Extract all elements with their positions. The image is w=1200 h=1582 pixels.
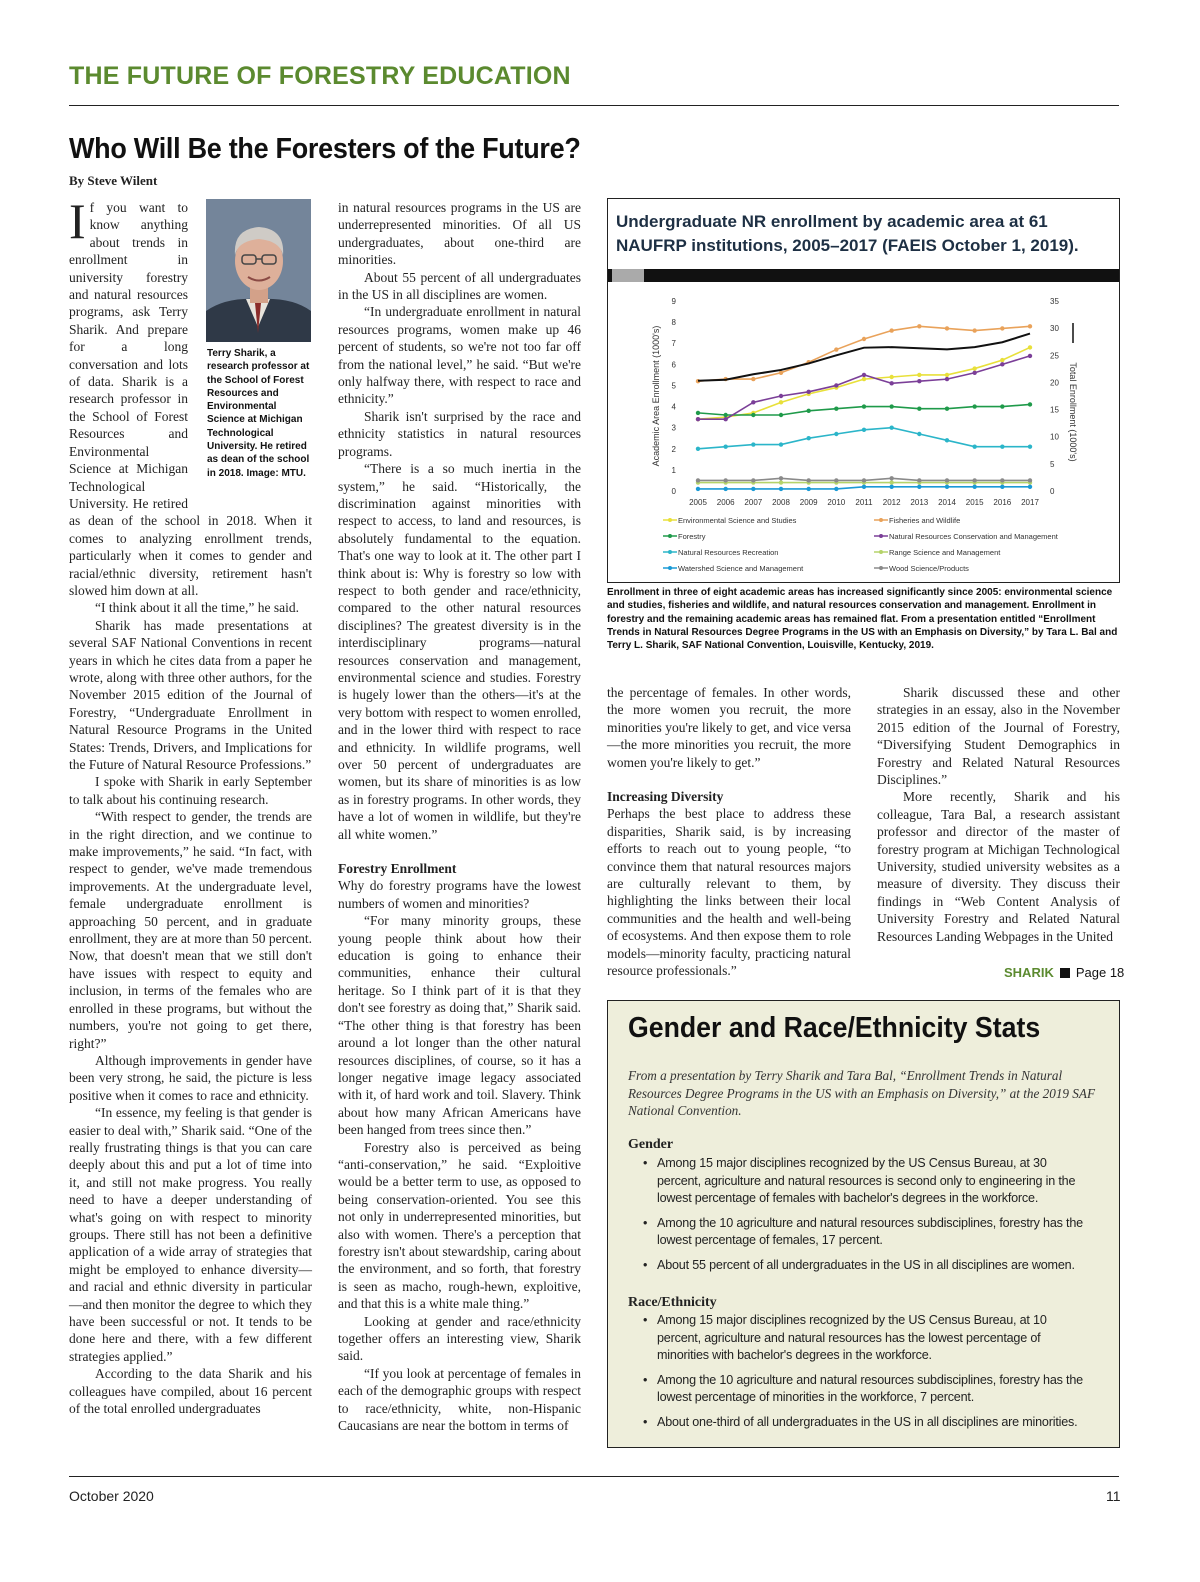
data-point <box>945 373 949 377</box>
x-tick-label: 2008 <box>772 498 790 507</box>
photo-caption: Terry Sharik, a research professor at the School of Forest Resources and Environmental Science at Michigan Technological University. He retired as dean of the school in 2018. Image: MTU. <box>207 348 310 479</box>
paragraph: “In essence, my feeling is that gender is easier to deal with,” Sharik said. “One of the really frustrating things is that you can care deeply about this and put a lot of time into it, and still not make progress. You really need to have a deeper understanding of what's going on with respect to minority groups. There still has not been a definitive application of a wide array of strategies that might be employed to enhance diversity—and racial and ethnic diversity in particular—and then monitor the degree to which they have been successful or not. It tends to be done here and there, with a few different strategies applied.” <box>69 1105 312 1364</box>
footer-date: October 2020 <box>69 1488 154 1504</box>
data-point <box>1000 326 1004 330</box>
paragraph: According to the data Sharik and his colleagues have compiled, about 16 percent of the total enrolled undergraduates <box>69 1366 312 1417</box>
data-point <box>889 425 893 429</box>
data-point <box>696 417 700 421</box>
sidebar-title: Gender and Race/Ethnicity Stats <box>628 1012 1041 1044</box>
y-tick-label: 3 <box>671 423 676 433</box>
chart-caption: Enrollment in three of eight academic areas has increased significantly since 2005: environmental science and studies, fisheries and wildlife, and natural resources conservation and management. Enrollment in forestry and the remaining academic areas has remained flat. From a presentation entitled “Enrollment Trends in Natural Resources Degree Programs in the US with an Emphasis on Diversity,” by Tara L. Bal and Terry L. Sharik, SAF National Convention, Louisville, Kentucky, 2019. <box>607 587 1118 652</box>
sidebar-gender-heading: Gender <box>628 1137 674 1152</box>
x-tick-label: 2006 <box>716 498 735 507</box>
data-point <box>889 480 893 484</box>
data-point <box>917 478 921 482</box>
legend-marker <box>879 534 883 538</box>
data-point <box>889 476 893 480</box>
paragraph: About 55 percent of all undergraduates in the US in all disciplines are women. <box>338 269 581 303</box>
data-point <box>806 487 810 491</box>
data-point <box>834 347 838 351</box>
y2-axis-label: Total Enrollment (1000's) <box>1068 362 1078 462</box>
data-point <box>834 383 838 387</box>
data-point <box>723 413 727 417</box>
legend-marker <box>879 566 883 570</box>
y2-tick-label: 0 <box>1050 487 1055 496</box>
y2-tick-label: 15 <box>1050 405 1059 415</box>
data-point <box>945 406 949 410</box>
paragraph: “I think about it all the time,” he said. <box>95 600 299 616</box>
legend-marker <box>668 566 672 570</box>
data-point <box>1000 358 1004 362</box>
data-point <box>889 328 893 332</box>
data-point <box>862 373 866 377</box>
data-point <box>1028 478 1032 482</box>
intro-text: f you want to know anything about trends in enrollment in university forestry and natural resources programs, ask Terry Sharik. And prepare for a long conversation and lots of data. Sharik is a research professor in the School of Forest Resources and Environmental Science at Michigan Technological University. He retired as dean of the school in 2018. When it comes to analyzing enrollment trends, particularly when it comes to gender and racial/ethnic diversity, retirement hasn't slowed him down at all. <box>69 200 312 598</box>
y2-tick-label: 35 <box>1050 297 1059 306</box>
data-point <box>696 478 700 482</box>
y2-tick-label: 30 <box>1050 324 1059 334</box>
data-point <box>917 406 921 410</box>
series-line-natural-resources-conservation-and-management <box>698 356 1030 419</box>
data-point <box>862 377 866 381</box>
continued-link[interactable] <box>1004 965 1124 980</box>
data-point <box>889 381 893 385</box>
paragraph: “For many minority groups, these young people think about how their education is going to enhance their communities, enhance their cultural heritage. So I think part of it is that they don't see forestry as doing that,” Sharik said. “The other thing is that forestry has been around a lot longer than the other natural resources disciplines, of course, so it has a longer negative image legacy associated with it, of hard work and toil. Slavery. Think about how many African Americans have been hanged from trees since then.” <box>338 913 581 1138</box>
data-point <box>1028 402 1032 406</box>
data-point <box>723 417 727 421</box>
data-point <box>696 447 700 451</box>
subhead-increasing-diversity: Increasing Diversity <box>607 789 724 805</box>
data-point <box>696 411 700 415</box>
continued-name: SHARIK <box>1004 965 1054 980</box>
x-tick-label: 2005 <box>689 498 707 507</box>
data-point <box>1028 345 1032 349</box>
data-point <box>917 324 921 328</box>
continued-page: Page 18 <box>1075 965 1125 980</box>
legend-label: Watershed Science and Management <box>678 564 804 573</box>
data-point <box>779 413 783 417</box>
y-axis-label: Academic Area Enrollment (1000's) <box>651 325 661 467</box>
paragraph: Sharik isn't surprised by the race and ethnicity statistics in natural resources programs. <box>338 408 581 459</box>
data-point <box>779 480 783 484</box>
bottom-rule <box>69 1476 1119 1477</box>
data-point <box>779 371 783 375</box>
square-bullet-icon <box>1060 968 1070 978</box>
data-point <box>972 485 976 489</box>
data-point <box>1028 324 1032 328</box>
data-point <box>806 390 810 394</box>
data-point <box>751 442 755 446</box>
data-point <box>889 485 893 489</box>
data-point <box>723 478 727 482</box>
byline: By Steve Wilent <box>69 173 158 188</box>
paragraph: I spoke with Sharik in early September to talk about his continuing research. <box>69 774 312 807</box>
data-point <box>1000 404 1004 408</box>
x-tick-label: 2011 <box>855 498 873 507</box>
data-point <box>806 478 810 482</box>
data-point <box>806 409 810 413</box>
y2-tick-label: 20 <box>1050 378 1059 388</box>
data-point <box>723 487 727 491</box>
enrollment-line-chart <box>608 283 1118 578</box>
y-tick-label: 2 <box>671 444 676 454</box>
legend-marker <box>668 534 672 538</box>
data-point <box>751 478 755 482</box>
data-point <box>945 326 949 330</box>
data-point <box>1000 362 1004 366</box>
page-number: 11 <box>1106 1488 1121 1504</box>
data-point <box>862 428 866 432</box>
legend-marker <box>668 550 672 554</box>
data-point <box>1028 485 1032 489</box>
sidebar-race-heading: Race/Ethnicity <box>628 1295 717 1310</box>
x-tick-label: 2013 <box>910 498 929 507</box>
data-point <box>1000 444 1004 448</box>
paragraph: Looking at gender and race/ethnicity together offers an interesting view, Sharik said. <box>338 1313 581 1364</box>
x-tick-label: 2017 <box>1021 498 1039 507</box>
legend-marker <box>879 550 883 554</box>
y-tick-label: 8 <box>671 318 676 328</box>
top-rule <box>69 105 1119 106</box>
data-point <box>779 442 783 446</box>
y-tick-label: 5 <box>671 381 676 391</box>
legend-label: Wood Science/Products <box>889 564 969 573</box>
data-point <box>806 436 810 440</box>
race-list <box>643 1312 1083 1438</box>
portrait-illustration <box>206 199 311 342</box>
data-point <box>723 444 727 448</box>
column-2 <box>338 199 581 1434</box>
paragraph: Sharik discussed these and other strategies in an essay, also in the November 2015 edition of the Journal of Forestry, “Diversifying Student Demographics in Forestry and Related Natural Resources Disciplines.” <box>877 685 1120 788</box>
section-title: THE FUTURE OF FORESTRY EDUCATION <box>69 62 571 90</box>
column-4 <box>877 684 1120 945</box>
y2-tick-label: 25 <box>1050 351 1059 361</box>
x-tick-label: 2016 <box>993 498 1012 507</box>
y-tick-label: 9 <box>671 297 676 306</box>
data-point <box>834 432 838 436</box>
legend-label: Natural Resources Conservation and Management <box>889 532 1058 541</box>
data-point <box>1000 485 1004 489</box>
data-point <box>972 371 976 375</box>
y-tick-label: 0 <box>671 487 676 496</box>
paragraph: Forestry also is perceived as being “anti-conservation,” he said. “Exploitive would be a better term to use, as opposed to being conservation-oriented. You see this not only in underrepresented minorities, but also with women. There's a perception that forestry isn't about stewardship, caring about the environment, and so forth, that forestry is seen as macho, rough-hewn, exploitive, and that this is a white male thing.” <box>338 1139 581 1312</box>
paragraph: “With respect to gender, the trends are in the right direction, and we continue to make improvements,” he said. “In fact, with respect to gender, we've made tremendous improvements. At the undergraduate level, female undergraduate enrollment is approaching 50 percent, and in graduate enrollment, they are at more than 50 percent. Now, that doesn't mean that we still don't have issues with respect to equity and inclusion, in terms of the females who are enrolled in these programs, but without the numbers, you're not going to get there, right?” <box>69 809 312 1051</box>
data-point <box>917 485 921 489</box>
data-point <box>862 485 866 489</box>
x-tick-label: 2015 <box>965 498 984 507</box>
list-item: • Among the 10 agriculture and natural resources subdisciplines, forestry has the lowest percentage of minorities in the workforce, 7 percent. <box>643 1372 1083 1407</box>
data-point <box>779 487 783 491</box>
y2-tick-label: 5 <box>1050 459 1055 469</box>
data-point <box>779 476 783 480</box>
data-point <box>751 377 755 381</box>
data-point <box>834 406 838 410</box>
data-point <box>972 478 976 482</box>
data-point <box>862 478 866 482</box>
data-point <box>945 377 949 381</box>
chart-title-bar <box>608 269 1119 282</box>
y-tick-label: 1 <box>671 465 676 475</box>
paragraph: Why do forestry programs have the lowest numbers of women and minorities? <box>338 878 581 911</box>
article-title: Who Will Be the Foresters of the Future? <box>69 133 581 165</box>
paragraph: More recently, Sharik and his colleague, Tara Bal, a research assistant professor and director of the master of forestry program at Michigan Technological University, studied university websites as a measure of diversity. They discuss their findings in “Web Content Analysis of University Forestry and Related Natural Resources Landing Webpages in the United <box>877 789 1120 944</box>
paragraph: “In undergraduate enrollment in natural resources programs, women make up 46 percent of students, so we're not too far off from the national level,” he said. “But we're only halfway there, with respect to race and ethnicity.” <box>338 304 581 407</box>
data-point <box>862 337 866 341</box>
sidebar-intro: From a presentation by Terry Sharik and Tara Bal, “Enrollment Trends in Natural Resources Degree Programs in the US with an Emphasis on Diversity,” at the 2019 SAF National Convention. <box>628 1068 1096 1118</box>
y2-tick-label: 10 <box>1050 432 1059 442</box>
data-point <box>917 373 921 377</box>
data-point <box>889 375 893 379</box>
chart-title: Undergraduate NR enrollment by academic area at 61 NAUFRP institutions, 2005–2017 (FAEIS October 1, 2019). <box>616 212 1079 255</box>
data-point <box>917 379 921 383</box>
paragraph: in natural resources programs in the US are underrepresented minorities. Of all US undergraduates, about one-third are minorities. <box>338 200 581 268</box>
paragraph: “There is a so much inertia in the system,” he said. “Historically, the discrimination against minorities with respect to access, to land and resources, is absolutely fundamental to the equation. That's one way to look at it. The other part I think about is: Why is forestry so low with respect to both gender and race/ethnicity, compared to the other natural resources disciplines? The greatest diversity is in the interdisciplinary programs—natural resources conservation and management, environmental science and studies. Forestry is hugely lower than the others—it's at the very bottom with respect to women enrolled, and in the lower third with respect to race and ethnicity. In wildlife programs, well over 50 percent of undergraduates are women, but its share of minorities is as low as in forestry programs. In other words, they have a lot of women in wildlife, but they're all white women.” <box>338 461 581 842</box>
data-point <box>1000 478 1004 482</box>
x-tick-label: 2012 <box>882 498 901 507</box>
data-point <box>751 487 755 491</box>
legend-marker <box>668 518 672 522</box>
legend-label: Natural Resources Recreation <box>678 548 779 557</box>
data-point <box>1028 444 1032 448</box>
list-item: • About one-third of all undergraduates in the US in all disciplines are minorities. <box>643 1414 1083 1432</box>
data-point <box>917 432 921 436</box>
data-point <box>779 400 783 404</box>
y-tick-label: 4 <box>671 402 676 412</box>
y-tick-label: 6 <box>671 360 676 370</box>
list-item: • About 55 percent of all undergraduates in the US in all disciplines are women. <box>643 1257 1083 1275</box>
legend-label: Range Science and Management <box>889 548 1001 557</box>
paragraph: Perhaps the best place to address these disparities, Sharik said, is by increasing efforts to reach out to young people, “to convince them that natural resources majors are culturally relevant to them, by highlighting the links between their local communities and the health and well-being of ecosystems. And then expose them to role models—minority faculty, practicing natural resource professionals.” <box>607 806 851 979</box>
data-point <box>945 478 949 482</box>
data-point <box>751 400 755 404</box>
data-point <box>972 404 976 408</box>
legend-label: Forestry <box>678 532 706 541</box>
data-point <box>972 366 976 370</box>
data-point <box>972 328 976 332</box>
column-3 <box>607 684 851 980</box>
chart-title-bar-accent <box>612 269 644 282</box>
x-tick-label: 2009 <box>799 498 818 507</box>
subhead-forestry-enrollment: Forestry Enrollment <box>338 861 457 877</box>
x-tick-label: 2007 <box>744 498 763 507</box>
data-point <box>696 487 700 491</box>
data-point <box>889 404 893 408</box>
data-point <box>834 478 838 482</box>
list-item: • Among 15 major disciplines recognized by the US Census Bureau, at 30 percent, agriculture and natural resources is second only to engineering in the lowest percentage of females with bachelor's degrees in the workforce. <box>643 1155 1083 1208</box>
list-item: • Among the 10 agriculture and natural resources subdisciplines, forestry has the lowest percentage of females, 17 percent. <box>643 1215 1083 1250</box>
data-point <box>972 444 976 448</box>
paragraph: Although improvements in gender have been very strong, he said, the picture is less positive when it comes to race and ethnicity. <box>69 1052 312 1103</box>
paragraph: “If you look at percentage of females in each of the demographic groups with respect to race/ethnicity, white, non-Hispanic Caucasians are near the bottom in terms of <box>338 1365 581 1434</box>
x-tick-label: 2014 <box>938 498 956 507</box>
data-point <box>779 394 783 398</box>
list-item: • Among 15 major disciplines recognized by the US Census Bureau, at 10 percent, agriculture and natural resources has the lowest percentage of minorities with bachelor's degrees in the workforce. <box>643 1312 1083 1365</box>
data-point <box>1028 354 1032 358</box>
data-point <box>751 413 755 417</box>
legend-marker <box>879 518 883 522</box>
paragraph: the percentage of females. In other words, the more women you recruit, the more minorities you're likely to get, and vice versa—the more minorities you recruit, the more women you're likely to get.” <box>607 685 851 770</box>
author-photo <box>206 199 311 342</box>
data-point <box>862 404 866 408</box>
y-tick-label: 7 <box>671 339 676 349</box>
legend-label: Environmental Science and Studies <box>678 516 797 525</box>
legend-label: Fisheries and Wildlife <box>889 516 961 525</box>
data-point <box>945 485 949 489</box>
gender-list <box>643 1155 1083 1281</box>
x-tick-label: 2010 <box>827 498 846 507</box>
data-point <box>945 438 949 442</box>
paragraph: Sharik has made presentations at several SAF National Conventions in recent years in which he cites data from a paper he wrote, along with three other authors, for the November 2015 edition of the Journal of Forestry, “Undergraduate Enrollment in Natural Resource Programs in the United States: Trends, Drivers, and Implications for the Future of Natural Resource Professions.” <box>69 617 312 772</box>
data-point <box>834 487 838 491</box>
drop-cap: I <box>69 193 86 249</box>
